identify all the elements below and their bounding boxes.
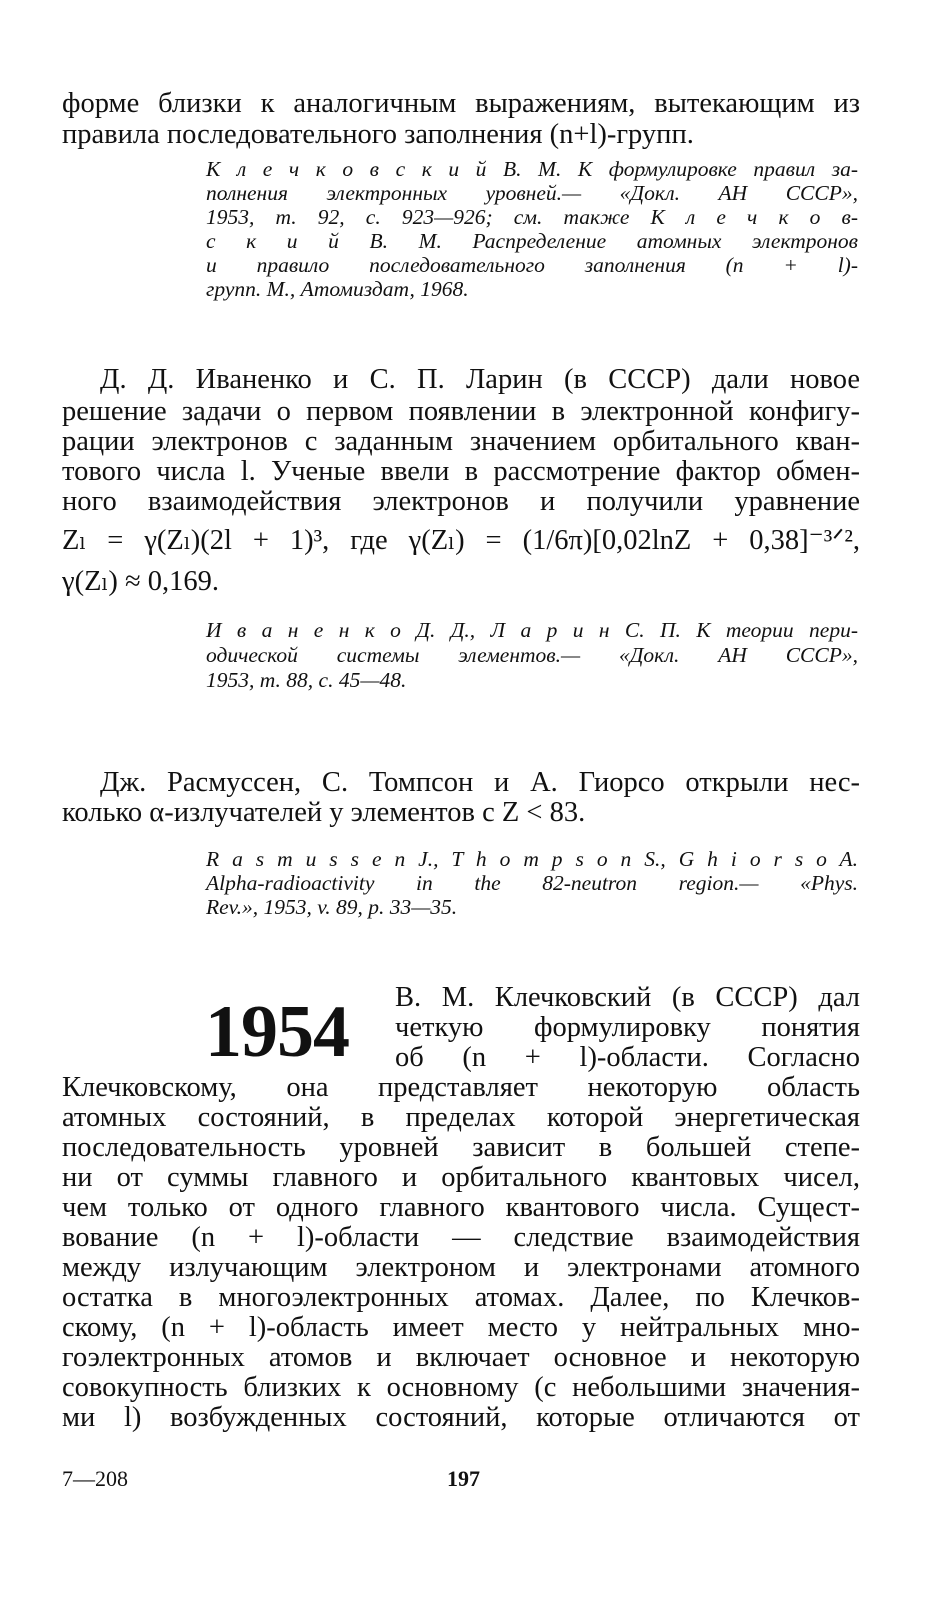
formula-line: Zₗ = γ(Zₗ)(2l + 1)³, где γ(Zₗ) = (1/6π)[0,02lnZ + 0,38]⁻³ᐟ², [62, 525, 860, 556]
text-line: ми l) возбужденных состояний, которые отличаются от [62, 1402, 860, 1433]
text-line: Д. Д. Иваненко и С. П. Ларин (в СССР) дали новое [100, 364, 860, 395]
reference-line: с к и й В. М. Распределение атомных электронов [206, 229, 858, 253]
reference-line: групп. М., Атомиздат, 1968. [206, 277, 469, 301]
text-line: тового числа l. Ученые ввели в рассмотрение фактор обмен- [62, 456, 860, 487]
text-line: последовательность уровней зависит в большей степе- [62, 1132, 860, 1163]
reference-line: Alpha-radioactivity in the 82-neutron region.— «Phys. [206, 871, 858, 895]
text-line: форме близки к аналогичным выражениям, вытекающим из [62, 88, 860, 119]
text-line: рации электронов с заданным значением орбитального кван- [62, 426, 860, 457]
text-line: колько α-излучателей у элементов с Z < 83. [62, 797, 586, 828]
reference-line: 1953, т. 88, с. 45—48. [206, 668, 407, 692]
text-line: ни от суммы главного и орбитального квантовых чисел, [62, 1162, 860, 1193]
text-line: четкую формулировку понятия [395, 1012, 860, 1043]
reference-line: полнения электронных уровней.— «Докл. АН СССР», [206, 181, 858, 205]
text-line: скому, (n + l)-область имеет место у нейтральных мно- [62, 1312, 860, 1343]
reference-line: и правило последовательного заполнения (n + l)- [206, 253, 858, 277]
text-line: решение задачи о первом появлении в электронной конфигу- [62, 396, 860, 427]
text-line: остатка в многоэлектронных атомах. Далее, по Клечков- [62, 1282, 860, 1313]
text-line: Клечковскому, она представляет некоторую область [62, 1072, 860, 1103]
reference-line: К л е ч к о в с к и й В. М. К формулировке правил за- [206, 157, 858, 181]
reference-line: Rev.», 1953, v. 89, p. 33—35. [206, 895, 458, 919]
text-line: об (n + l)-области. Согласно [395, 1042, 860, 1073]
reference-line: R a s m u s s e n J., T h o m p s o n S., G h i o r s o A. [206, 847, 858, 871]
reference-line: 1953, т. 92, с. 923—926; см. также К л е ч к о в- [206, 205, 858, 229]
text-line: правила последовательного заполнения (n+l)-групп. [62, 119, 694, 150]
text-line: атомных состояний, в пределах которой энергетическая [62, 1102, 860, 1133]
formula-line: γ(Zₗ) ≈ 0,169. [62, 566, 220, 597]
text-line: гоэлектронных атомов и включает основное и некоторую [62, 1342, 860, 1373]
text-line: ного взаимодействия электронов и получили уравнение [62, 486, 860, 517]
text-line: чем только от одного главного квантового числа. Сущест- [62, 1192, 860, 1223]
printer-signature: 7—208 [62, 1466, 128, 1491]
reference-line: одической системы элементов.— «Докл. АН СССР», [206, 643, 858, 667]
page-number: 197 [447, 1466, 480, 1491]
text-line: совокупность близких к основному (с небольшими значения- [62, 1372, 860, 1403]
text-line: Дж. Расмуссен, С. Томпсон и А. Гиорсо открыли нес- [100, 767, 860, 798]
text-line: В. М. Клечковский (в СССР) дал [395, 982, 860, 1013]
reference-line: И в а н е н к о Д. Д., Л а р и н С. П. К теории пери- [206, 618, 858, 642]
year-heading: 1954 [205, 991, 349, 1073]
text-line: между излучающим электроном и электронами атомного [62, 1252, 860, 1283]
text-line: вование (n + l)-области — следствие взаимодействия [62, 1222, 860, 1253]
